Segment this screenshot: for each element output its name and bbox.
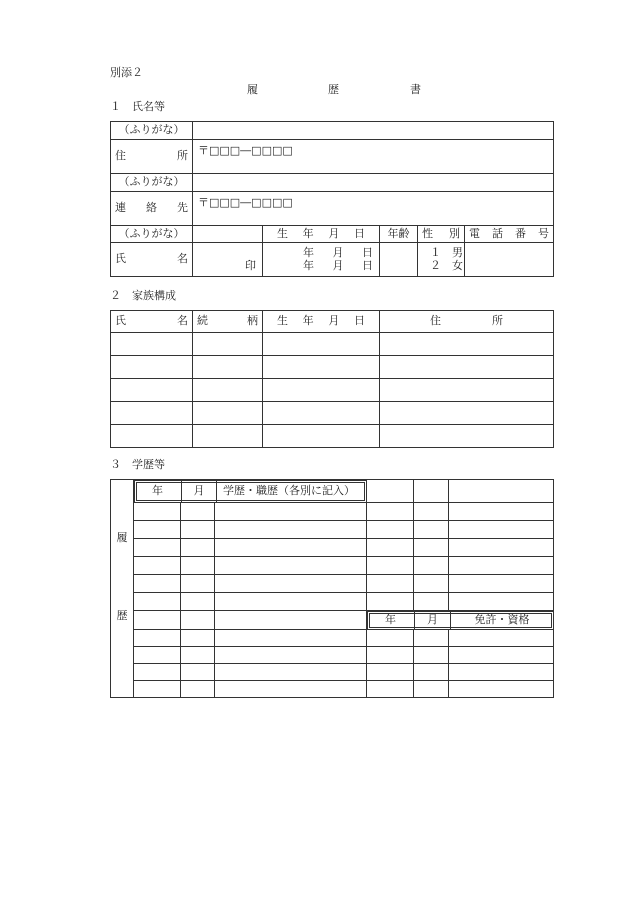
age-header: 年齢 [387, 226, 410, 240]
relation-cell[interactable] [193, 356, 263, 379]
edu-month-cell[interactable] [181, 593, 215, 611]
edu-detail-cell[interactable] [215, 647, 367, 664]
edu-month-cell[interactable] [181, 630, 215, 647]
history-row [111, 557, 554, 575]
family-name-cell[interactable] [111, 333, 193, 356]
history-cell[interactable] [449, 480, 554, 503]
section-3-heading: ３ 学歴等 [110, 458, 165, 471]
edu-detail-cell[interactable] [215, 575, 367, 593]
history-cell[interactable] [449, 539, 554, 557]
birthdate-row-1: 年 月 日 [303, 246, 373, 260]
history-row [111, 539, 554, 557]
history-cell[interactable] [414, 480, 449, 503]
history-cell[interactable] [367, 521, 414, 539]
history-cell[interactable] [449, 503, 554, 521]
furigana-name-field[interactable] [193, 226, 263, 243]
edu-month-cell[interactable] [181, 539, 215, 557]
license-month-cell[interactable] [414, 681, 449, 698]
license-detail-cell[interactable] [449, 647, 554, 664]
edu-year-cell[interactable] [134, 611, 181, 630]
address-cell[interactable] [380, 356, 554, 379]
birthdate-header: 生 年 月 日 [277, 226, 365, 240]
contact-field[interactable] [193, 192, 554, 226]
edu-year-cell[interactable] [134, 503, 181, 521]
edu-month-cell[interactable] [181, 664, 215, 681]
family-name-cell[interactable] [111, 402, 193, 425]
family-row [111, 379, 554, 402]
title-char-3: 書 [410, 83, 421, 96]
edu-detail-cell[interactable] [215, 521, 367, 539]
edu-month-cell[interactable] [181, 503, 215, 521]
phone-header: 電 話 番 号 [469, 226, 550, 240]
side-label-char-1: 履 [116, 531, 128, 544]
birthdate-cell[interactable] [263, 333, 380, 356]
family-row [111, 402, 554, 425]
license-detail-cell[interactable] [449, 681, 554, 698]
edu-detail-cell[interactable] [215, 611, 367, 630]
license-month-header: 月 [415, 611, 451, 629]
address-cell[interactable] [380, 333, 554, 356]
history-cell[interactable] [414, 593, 449, 611]
edu-month-cell[interactable] [181, 681, 215, 698]
edu-detail-cell[interactable] [215, 681, 367, 698]
history-cell[interactable] [414, 557, 449, 575]
phone-field[interactable] [465, 243, 554, 277]
edu-month-cell[interactable] [181, 647, 215, 664]
family-birthdate-header: 生 年 月 日 [277, 314, 365, 328]
edu-year-cell[interactable] [134, 681, 181, 698]
edu-month-cell[interactable] [181, 611, 215, 630]
history-cell[interactable] [367, 539, 414, 557]
sex-option-male: １ 男 [430, 246, 463, 260]
edu-year-cell[interactable] [134, 539, 181, 557]
postal-code-boxes: 〒□□□―□□□□ [198, 196, 293, 209]
history-cell[interactable] [414, 575, 449, 593]
history-cell[interactable] [449, 521, 554, 539]
license-year-cell[interactable] [367, 630, 414, 647]
history-cell[interactable] [367, 575, 414, 593]
history-cell[interactable] [414, 521, 449, 539]
edu-year-cell[interactable] [134, 575, 181, 593]
edu-detail-cell[interactable] [215, 539, 367, 557]
license-month-cell[interactable] [414, 647, 449, 664]
edu-detail-cell[interactable] [215, 630, 367, 647]
edu-year-cell[interactable] [134, 630, 181, 647]
family-row [111, 333, 554, 356]
relation-cell[interactable] [193, 333, 263, 356]
history-cell[interactable] [367, 557, 414, 575]
furigana-label: （ふりがな） [118, 175, 185, 189]
sex-field[interactable] [418, 243, 465, 277]
furigana-field-1[interactable] [193, 122, 554, 140]
birthdate-field[interactable] [263, 243, 380, 277]
history-cell[interactable] [367, 503, 414, 521]
license-detail-cell[interactable] [449, 664, 554, 681]
postal-code-boxes: 〒□□□―□□□□ [198, 144, 293, 157]
history-cell[interactable] [449, 593, 554, 611]
history-row [111, 503, 554, 521]
birthdate-cell[interactable] [263, 425, 380, 448]
edu-year-cell[interactable] [134, 521, 181, 539]
address-cell[interactable] [380, 425, 554, 448]
license-month-cell[interactable] [414, 630, 449, 647]
sex-option-female: ２ 女 [430, 258, 463, 272]
relation-header: 続 柄 [197, 314, 258, 328]
family-address-header: 住 所 [430, 314, 503, 328]
furigana-label: （ふりがな） [118, 123, 185, 137]
history-cell[interactable] [367, 593, 414, 611]
relation-cell[interactable] [193, 402, 263, 425]
family-name-header: 氏 名 [115, 314, 188, 328]
section-1-heading: １ 氏名等 [110, 100, 165, 113]
relation-cell[interactable] [193, 425, 263, 448]
furigana-field-2[interactable] [193, 174, 554, 192]
license-year-header: 年 [367, 611, 415, 629]
furigana-label: （ふりがな） [118, 226, 185, 240]
birthdate-cell[interactable] [263, 402, 380, 425]
family-row [111, 356, 554, 379]
license-header [367, 611, 554, 630]
age-field[interactable] [380, 243, 418, 277]
sex-header: 性 別 [422, 226, 460, 240]
education-header [134, 480, 367, 503]
edu-month-cell[interactable] [181, 557, 215, 575]
license-detail-cell[interactable] [449, 630, 554, 647]
edu-detail-cell[interactable] [215, 664, 367, 681]
license-year-cell[interactable] [367, 647, 414, 664]
relation-cell[interactable] [193, 379, 263, 402]
history-side-label [111, 480, 134, 698]
section-2-heading: ２ 家族構成 [110, 289, 176, 302]
contact-label: 連 絡 先 [115, 201, 188, 215]
attachment-label: 別添２ [110, 66, 143, 79]
family-name-cell[interactable] [111, 356, 193, 379]
license-qualification-header: 免許・資格 [474, 612, 530, 626]
edu-detail-cell[interactable] [215, 503, 367, 521]
family-table [110, 310, 554, 448]
address-cell[interactable] [380, 402, 554, 425]
edu-detail-cell[interactable] [215, 557, 367, 575]
license-month-cell[interactable] [414, 664, 449, 681]
history-row [111, 630, 554, 647]
birthdate-row-2: 年 月 日 [303, 258, 373, 272]
license-year-cell[interactable] [367, 681, 414, 698]
history-table [110, 479, 554, 698]
history-row [111, 611, 554, 630]
family-name-cell[interactable] [111, 425, 193, 448]
address-field[interactable] [193, 140, 554, 174]
history-cell[interactable] [449, 557, 554, 575]
edu-month-cell[interactable] [181, 575, 215, 593]
name-field[interactable] [193, 243, 263, 277]
edu-year-cell[interactable] [134, 557, 181, 575]
history-row [111, 664, 554, 681]
history-row [111, 521, 554, 539]
title-char-2: 歴 [328, 83, 339, 96]
edu-month-cell[interactable] [181, 521, 215, 539]
side-label-char-2: 歴 [116, 608, 128, 622]
personal-info-table [110, 121, 554, 277]
history-cell[interactable] [414, 503, 449, 521]
family-name-cell[interactable] [111, 379, 193, 402]
edu-detail-cell[interactable] [215, 593, 367, 611]
edu-year-header: 年 [134, 480, 182, 502]
history-cell[interactable] [367, 480, 414, 503]
history-row [111, 575, 554, 593]
family-row [111, 425, 554, 448]
address-label: 住 所 [115, 149, 188, 163]
edu-month-header: 月 [182, 480, 217, 502]
edu-year-cell[interactable] [134, 593, 181, 611]
address-cell[interactable] [380, 379, 554, 402]
edu-year-cell[interactable] [134, 664, 181, 681]
history-cell[interactable] [414, 539, 449, 557]
birthdate-cell[interactable] [263, 356, 380, 379]
history-row [111, 593, 554, 611]
history-cell[interactable] [449, 575, 554, 593]
birthdate-cell[interactable] [263, 379, 380, 402]
edu-year-cell[interactable] [134, 647, 181, 664]
edu-history-header: 学歴・職歴（各別に記入） [223, 483, 355, 497]
history-row [111, 647, 554, 664]
name-label: 氏 名 [115, 252, 188, 266]
license-year-cell[interactable] [367, 664, 414, 681]
title-char-1: 履 [247, 83, 258, 96]
history-row [111, 681, 554, 698]
seal-mark: 印 [245, 258, 256, 272]
